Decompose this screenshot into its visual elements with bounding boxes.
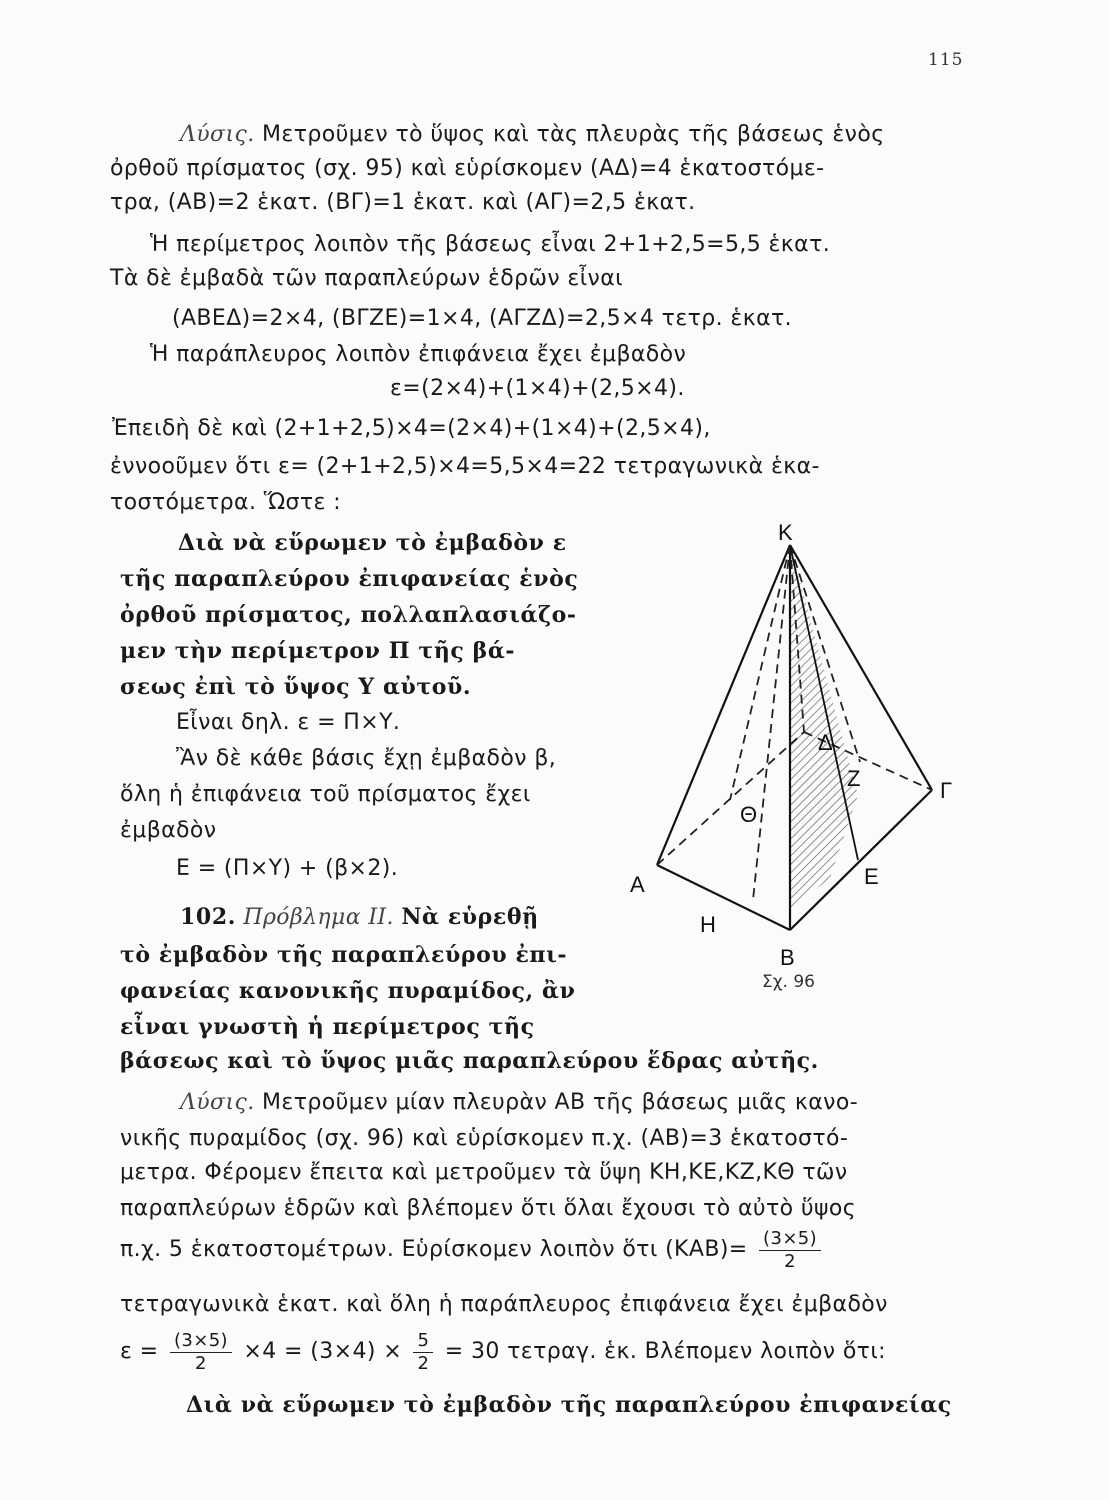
paragraph-line: τοστόμετρα. Ὥστε : — [110, 490, 342, 515]
paragraph-line — [120, 1226, 825, 1274]
fraction — [170, 1330, 232, 1375]
problem-line: βάσεως καὶ τὸ ὕψος μιᾶς παραπλεύρου ἕδρας αὐτῆς. — [120, 1048, 819, 1074]
figure-caption: Σχ. 96 — [762, 972, 816, 992]
fraction-numerator: (3×5) — [759, 1228, 821, 1251]
problem-label: Πρόβλημα ΙΙ. — [243, 905, 394, 930]
height-KH — [753, 545, 790, 900]
paragraph-line: ἐμβαδὸν — [120, 818, 217, 843]
text-span: π.χ. 5 ἑκατοστομέτρων. Εὑρίσκομεν λοιπὸν ὅτι (ΚΑΒ)= — [120, 1237, 748, 1262]
height-KTH — [730, 545, 790, 800]
label-Z: Z — [847, 766, 861, 791]
paragraph-line: ὀρθοῦ πρίσματος (σχ. 95) καὶ εὑρίσκομεν (ΑΔ)=4 ἑκατοστόμε- — [110, 156, 825, 181]
equation-line: Ἐπειδὴ δὲ καὶ (2+1+2,5)×4=(2×4)+(1×4)+(2,5×4), — [112, 416, 711, 441]
fraction-numerator: 5 — [413, 1330, 433, 1353]
rule-line: μεν τὴν περίμετρον Π τῆς βά- — [120, 638, 516, 664]
label-H: H — [700, 912, 716, 937]
problem-line: φανείας κανονικῆς πυραμίδος, ἂν — [120, 978, 576, 1004]
paragraph-line: τετραγωνικὰ ἑκατ. καὶ ὅλη ἡ παράπλευρος ἐπιφάνεια ἔχει ἐμβαδὸν — [120, 1292, 888, 1317]
label-E: E — [864, 864, 879, 889]
label-B: B — [780, 945, 795, 970]
text-span: ×4 = (3×4) × — [243, 1339, 403, 1364]
label-G: Γ — [940, 778, 953, 803]
label-A: A — [630, 872, 645, 897]
paragraph-line: τρα, (ΑΒ)=2 ἑκατ. (ΒΓ)=1 ἑκατ. καὶ (ΑΓ)=2,5 ἑκατ. — [110, 190, 696, 215]
page-number: 115 — [928, 50, 964, 70]
paragraph-line: Τὰ δὲ ἐμβαδὰ τῶν παραπλεύρων ἑδρῶν εἶναι — [110, 266, 623, 291]
hatched-face — [790, 545, 861, 910]
paragraph-line — [180, 120, 885, 150]
paragraph-line: μετρα. Φέρομεν ἔπειτα καὶ μετροῦμεν τὰ ὕψη ΚΗ,ΚΕ,ΚΖ,ΚΘ τῶν — [120, 1160, 848, 1185]
fraction — [413, 1330, 433, 1375]
label-TH: Θ — [740, 802, 758, 827]
solution-label: Λύσις. — [180, 1090, 255, 1115]
edge-AB — [657, 865, 790, 930]
equation-line: (ΑΒΕΔ)=2×4, (ΒΓΖΕ)=1×4, (ΑΓΖΔ)=2,5×4 τετρ. ἑκατ. — [172, 306, 793, 331]
text-span: Μετροῦμεν τὸ ὕψος καὶ τὰς πλευρὰς τῆς βάσεως ἑνὸς — [262, 122, 885, 147]
formula-line: Ε = (Π×Υ) + (β×2). — [176, 856, 399, 881]
text-span: Μετροῦμεν μίαν πλευρὰν ΑΒ τῆς βάσεως μιᾶς κανο- — [262, 1090, 859, 1115]
rule-line: Διὰ νὰ εὕρωμεν τὸ ἐμβαδὸν ε — [178, 530, 567, 556]
label-K: K — [778, 520, 793, 545]
problem-heading — [180, 902, 539, 933]
fraction-denominator: 2 — [417, 1352, 430, 1374]
problem-line: τὸ ἐμβαδὸν τῆς παραπλεύρου ἐπι- — [120, 942, 568, 968]
paragraph-line — [180, 1088, 858, 1118]
paragraph-line: ἐννοοῦμεν ὅτι ε= (2+1+2,5)×4=5,5×4=22 τετραγωνικὰ ἑκα- — [110, 454, 820, 479]
rule-line: τῆς παραπλεύρου ἐπιφανείας ἑνὸς — [120, 566, 579, 592]
paragraph-line: παραπλεύρων ἑδρῶν καὶ βλέπομεν ὅτι ὅλαι ἔχουσι τὸ αὐτὸ ὕψος — [120, 1196, 857, 1221]
paragraph-line: Ἡ παράπλευρος λοιπὸν ἐπιφάνεια ἔχει ἐμβαδὸν — [150, 342, 687, 367]
text-span: ε = — [120, 1339, 159, 1364]
paragraph-line: Ἂν δὲ κάθε βάσις ἔχῃ ἐμβαδὸν β, — [176, 746, 557, 771]
equation-line: ε=(2×4)+(1×4)+(2,5×4). — [390, 376, 685, 401]
problem-text: Νὰ εὑρεθῇ — [401, 904, 539, 930]
fraction-denominator: 2 — [195, 1352, 207, 1374]
problem-line: εἶναι γνωστὴ ἡ περίμετρος τῆς — [120, 1014, 535, 1040]
equation-line — [120, 1324, 886, 1380]
paragraph-line: ὅλη ἡ ἐπιφάνεια τοῦ πρίσματος ἔχει — [120, 782, 531, 807]
paragraph-line: νικῆς πυραμίδος (σχ. 96) καὶ εὑρίσκομεν π.χ. (ΑΒ)=3 ἑκατοστό- — [120, 1126, 849, 1151]
fraction — [759, 1228, 821, 1273]
label-D: Δ — [818, 730, 833, 755]
paragraph-line: Ἡ περίμετρος λοιπὸν τῆς βάσεως εἶναι 2+1+2,5=5,5 ἑκατ. — [150, 232, 831, 257]
problem-number: 102. — [180, 904, 236, 930]
fraction-numerator: (3×5) — [170, 1330, 232, 1353]
pyramid-figure — [610, 510, 990, 980]
formula-line: Εἶναι δηλ. ε = Π×Υ. — [176, 710, 401, 735]
solution-label: Λύσις. — [180, 122, 255, 147]
text-span: = 30 τετραγ. ἑκ. Βλέπομεν λοιπὸν ὅτι: — [444, 1339, 886, 1364]
rule-line: Διὰ νὰ εὕρωμεν τὸ ἐμβαδὸν τῆς παραπλεύρου ἐπιφανείας — [186, 1392, 952, 1418]
edge-KA — [657, 545, 790, 865]
rule-line: ὀρθοῦ πρίσματος, πολλαπλασιάζο- — [120, 602, 577, 628]
fraction-denominator: 2 — [784, 1250, 796, 1272]
rule-line: σεως ἐπὶ τὸ ὕψος Υ αὐτοῦ. — [120, 674, 472, 700]
